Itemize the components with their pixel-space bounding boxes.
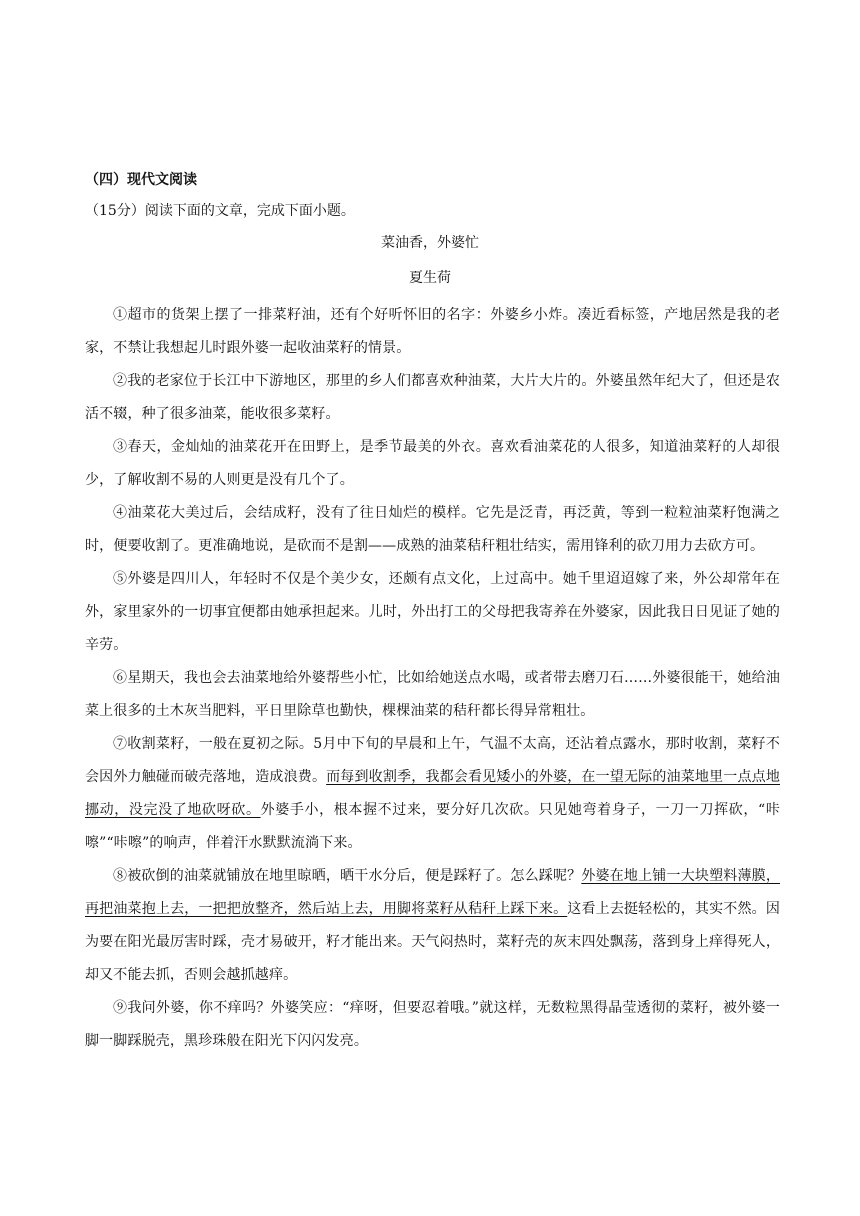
underlined-sentence-1: 而每到收割季，我都会看见矮小的外婆，在一望无际的油菜地里一点点地挪动，没完没了地砍呀砍。 bbox=[85, 769, 780, 818]
paragraph-2: ②我的老家位于长江中下游地区，那里的乡人们都喜欢种油菜，大片大片的。外婆虽然年纪大了，但还是农活不辍，种了很多油菜，能收很多菜籽。 bbox=[85, 373, 780, 422]
paragraph-7 bbox=[85, 728, 780, 860]
article-body bbox=[85, 299, 780, 1058]
paragraph-6: ⑥星期天，我也会去油菜地给外婆帮些小忙，比如给她送点水喝，或者带去磨刀石……外婆很能干，她给油菜上很多的土木灰当肥料，平日里除草也勤快，棵棵油菜的秸秆都长得异常粗壮。 bbox=[85, 670, 780, 719]
article-title: 菜油香，外婆忙 bbox=[381, 235, 479, 251]
paragraph-8-text: ⑧被砍倒的油菜就铺放在地里晾晒，晒干水分后，便是踩籽了。怎么踩呢？ bbox=[113, 868, 582, 884]
section-heading: （四）现代文阅读 bbox=[85, 172, 197, 188]
paragraph-8 bbox=[85, 860, 780, 992]
paragraph-8-text-end: 这看上去挺轻松的，其实不然。因为要在阳光最厉害时踩，壳才易破开，籽才能出来。天气闷热时，菜籽壳的灰末四处飘荡，落到身上痒得死人，却又不能去抓，否则会越抓越痒。 bbox=[85, 901, 780, 983]
paragraph-7-text: ⑦收割菜籽，一般在夏初之际。5月中下旬的早晨和上午，气温不太高，还沾着点露水，那时收割，菜籽不会因外力触碰而破壳落地，造成浪费。 bbox=[85, 736, 780, 785]
paragraph-4: ④油菜花大美过后，会结成籽，没有了往日灿烂的模样。它先是泛青，再泛黄，等到一粒粒油菜籽饱满之时，便要收割了。更准确地说，是砍而不是割——成熟的油菜秸秆粗壮结实，需用锋利的砍刀用力去砍方可。 bbox=[85, 505, 780, 554]
underlined-sentence-2: 外婆在地上铺一大块塑料薄膜，再把油菜抱上去，一把把放整齐，然后站上去，用脚将菜籽从秸秆上踩下来。 bbox=[85, 868, 780, 917]
paragraph-9: ⑨我问外婆，你不痒吗？外婆笑应：“痒呀，但要忍着哦。”就这样，无数粒黑得晶莹透彻的菜籽，被外婆一脚一脚踩脱壳，黑珍珠般在阳光下闪闪发亮。 bbox=[85, 1000, 780, 1049]
article-author: 夏生荷 bbox=[409, 270, 451, 286]
paragraph-7-text-end: 外婆手小，根本握不过来，要分好几次砍。只见她弯着身子，一刀一刀挥砍，“咔嚓”“咔嚓”的响声，伴着汗水默默流淌下来。 bbox=[85, 802, 780, 851]
question-instruction: （15分）阅读下面的文章，完成下面小题。 bbox=[85, 203, 355, 219]
paragraph-1: ①超市的货架上摆了一排菜籽油，还有个好听怀旧的名字：外婆乡小炸。凑近看标签，产地居然是我的老家，不禁让我想起儿时跟外婆一起收油菜籽的情景。 bbox=[85, 307, 780, 356]
paragraph-3: ③春天，金灿灿的油菜花开在田野上，是季节最美的外衣。喜欢看油菜花的人很多，知道油菜籽的人却很少，了解收割不易的人则更是没有几个了。 bbox=[85, 439, 780, 488]
paragraph-5: ⑤外婆是四川人，年轻时不仅是个美少女，还颇有点文化，上过高中。她千里迢迢嫁了来，外公却常年在外，家里家外的一切事宜便都由她承担起来。儿时，外出打工的父母把我寄养在外婆家，因此我日日见证了她的辛劳。 bbox=[85, 571, 780, 653]
